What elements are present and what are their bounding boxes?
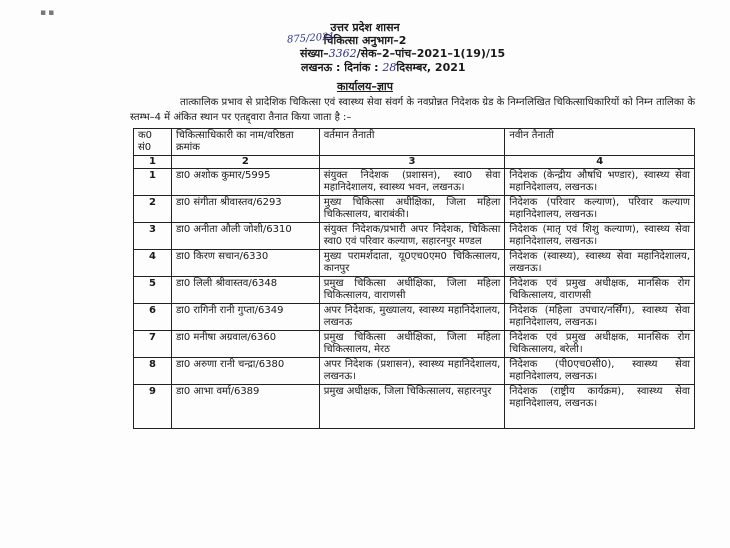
col-num-2: 2	[171, 156, 319, 169]
government-title: उत्तर प्रदेश शासन	[330, 21, 400, 34]
header-officer: चिकित्साधिकारी का नाम/वरिष्ठता क्रमांक	[171, 129, 319, 156]
cell-sno: 6	[134, 304, 172, 331]
scan-mark: ▪▪	[40, 8, 57, 18]
cell-sno: 2	[134, 196, 172, 223]
table-row	[134, 250, 695, 277]
cell-current-posting: प्रमुख चिकित्सा अधीक्षिका, जिला महिला चिकित्सालय, वाराणसी	[319, 277, 505, 304]
table-row	[134, 358, 695, 385]
cell-current-posting: प्रमुख चिकित्सा अधीक्षिका, जिला महिला चिकित्सालय, मेरठ	[319, 331, 505, 358]
cell-new-posting: निदेशक एवं प्रमुख अधीक्षक, मानसिक रोग चिकित्सालय, वाराणसी	[505, 277, 695, 304]
cell-sno: 7	[134, 331, 172, 358]
cell-new-posting: निदेशक (महिला उपचार/नर्सिंग), स्वास्थ्य सेवा महानिदेशालय, लखनऊ।	[505, 304, 695, 331]
header-sno: क0 सं0	[134, 129, 172, 156]
col-num-3: 3	[319, 156, 505, 169]
cell-sno: 3	[134, 223, 172, 250]
ref-suffix: /सेक–2–पांच–2021–1(19)/15	[356, 47, 506, 60]
cell-current-posting: मुख्य चिकित्सा अधीक्षिका, जिला महिला चिकित्सालय, बाराबंकी।	[319, 196, 505, 223]
header-current: वर्तमान तैनाती	[319, 129, 505, 156]
intro-paragraph: तात्कालिक प्रभाव से प्रादेशिक चिकित्सा एवं स्वास्थ्य सेवा संवर्ग के नवप्रोन्नत निदेशक ग्रेड के निम्नलिखित चिकित्साधिकारियों को निम्न तालिका के स्तम्भ–4 में अंकित स्थान पर एतद्द्वारा तैनात किया जाता है :–	[130, 97, 695, 123]
cell-officer: डा0 अरुणा रानी चन्द्रा/6380	[171, 358, 319, 385]
cell-sno: 1	[134, 169, 172, 196]
col-num-1: 1	[134, 156, 172, 169]
cell-officer: डा0 लिली श्रीवास्तव/6348	[171, 277, 319, 304]
cell-officer: डा0 अनीता औली जोशी/6310	[171, 223, 319, 250]
cell-sno: 9	[134, 385, 172, 429]
memo-title: कार्यालय–ज्ञाप	[336, 80, 393, 93]
cell-sno: 4	[134, 250, 172, 277]
issue-date	[301, 60, 466, 75]
table-row	[134, 331, 695, 358]
date-prefix: लखनऊ : दिनांक :	[301, 61, 379, 74]
cell-new-posting: निदेशक (परिवार कल्याण), परिवार कल्याण महानिदेशालय, लखनऊ।	[505, 196, 695, 223]
cell-sno: 5	[134, 277, 172, 304]
cell-officer: डा0 रागिनी रानी गुप्ता/6349	[171, 304, 319, 331]
cell-new-posting: निदेशक (राष्ट्रीय कार्यक्रम), स्वास्थ्य सेवा महानिदेशालय, लखनऊ।	[505, 385, 695, 429]
date-day-handwritten: 28	[382, 61, 397, 74]
cell-current-posting: संयुक्त निदेशक/प्रभारी अपर निदेशक, चिकित्सा स्वा0 एवं परिवार कल्याण, सहारनपुर मण्डल	[319, 223, 505, 250]
cell-current-posting: अपर निदेशक (प्रशासन), स्वास्थ्य महानिदेशालय, लखनऊ।	[319, 358, 505, 385]
cell-current-posting: अपर निदेशक, मुख्यालय, स्वास्थ्य महानिदेशालय, लखनऊ	[319, 304, 505, 331]
cell-new-posting: निदेशक एवं प्रमुख अधीक्षक, मानसिक रोग चिकित्सालय, बरेली।	[505, 331, 695, 358]
cell-officer: डा0 किरण सचान/6330	[171, 250, 319, 277]
table-header-row	[134, 129, 695, 156]
cell-current-posting: संयुक्त निदेशक (प्रशासन), स्वा0 सेवा महानिदेशालय, स्वास्थ्य भवन, लखनऊ।	[319, 169, 505, 196]
handwritten-ref-note: 875/2021	[286, 31, 336, 46]
cell-current-posting: प्रमुख अधीक्षक, जिला चिकित्सालय, सहारनपुर	[319, 385, 505, 429]
cell-officer: डा0 आभा वर्मा/6389	[171, 385, 319, 429]
table-row	[134, 277, 695, 304]
table-row	[134, 385, 695, 429]
posting-table	[133, 128, 695, 429]
table-row	[134, 304, 695, 331]
cell-officer: डा0 अशोक कुमार/5995	[171, 169, 319, 196]
table-row	[134, 196, 695, 223]
cell-officer: डा0 संगीता श्रीवास्तव/6293	[171, 196, 319, 223]
header-new: नवीन तैनाती	[505, 129, 695, 156]
cell-new-posting: निदेशक (पी0एच0सी0), स्वास्थ्य सेवा महानिदेशालय, लखनऊ।	[505, 358, 695, 385]
col-num-4: 4	[505, 156, 695, 169]
ref-number-handwritten: 3362	[328, 47, 357, 60]
column-number-row	[134, 156, 695, 169]
reference-number	[300, 46, 505, 61]
cell-officer: डा0 मनीषा अग्रवाल/6360	[171, 331, 319, 358]
table-row	[134, 223, 695, 250]
cell-new-posting: निदेशक (मातृ एवं शिशु कल्याण), स्वास्थ्य सेवा महानिदेशालय, लखनऊ।	[505, 223, 695, 250]
table-row	[134, 169, 695, 196]
cell-sno: 8	[134, 358, 172, 385]
cell-new-posting: निदेशक (स्वास्थ्य), स्वास्थ्य सेवा महानिदेशालय, लखनऊ।	[505, 250, 695, 277]
cell-new-posting: निदेशक (केन्द्रीय औषधि भण्डार), स्वास्थ्य सेवा महानिदेशालय, लखनऊ।	[505, 169, 695, 196]
cell-current-posting: मुख्य परामर्शदाता, यू0एच0एम0 चिकित्सालय, कानपुर	[319, 250, 505, 277]
section-title: चिकित्सा अनुभाग–2	[323, 34, 407, 47]
date-suffix: दिसम्बर, 2021	[396, 61, 466, 74]
ref-prefix: संख्या–	[300, 47, 329, 60]
